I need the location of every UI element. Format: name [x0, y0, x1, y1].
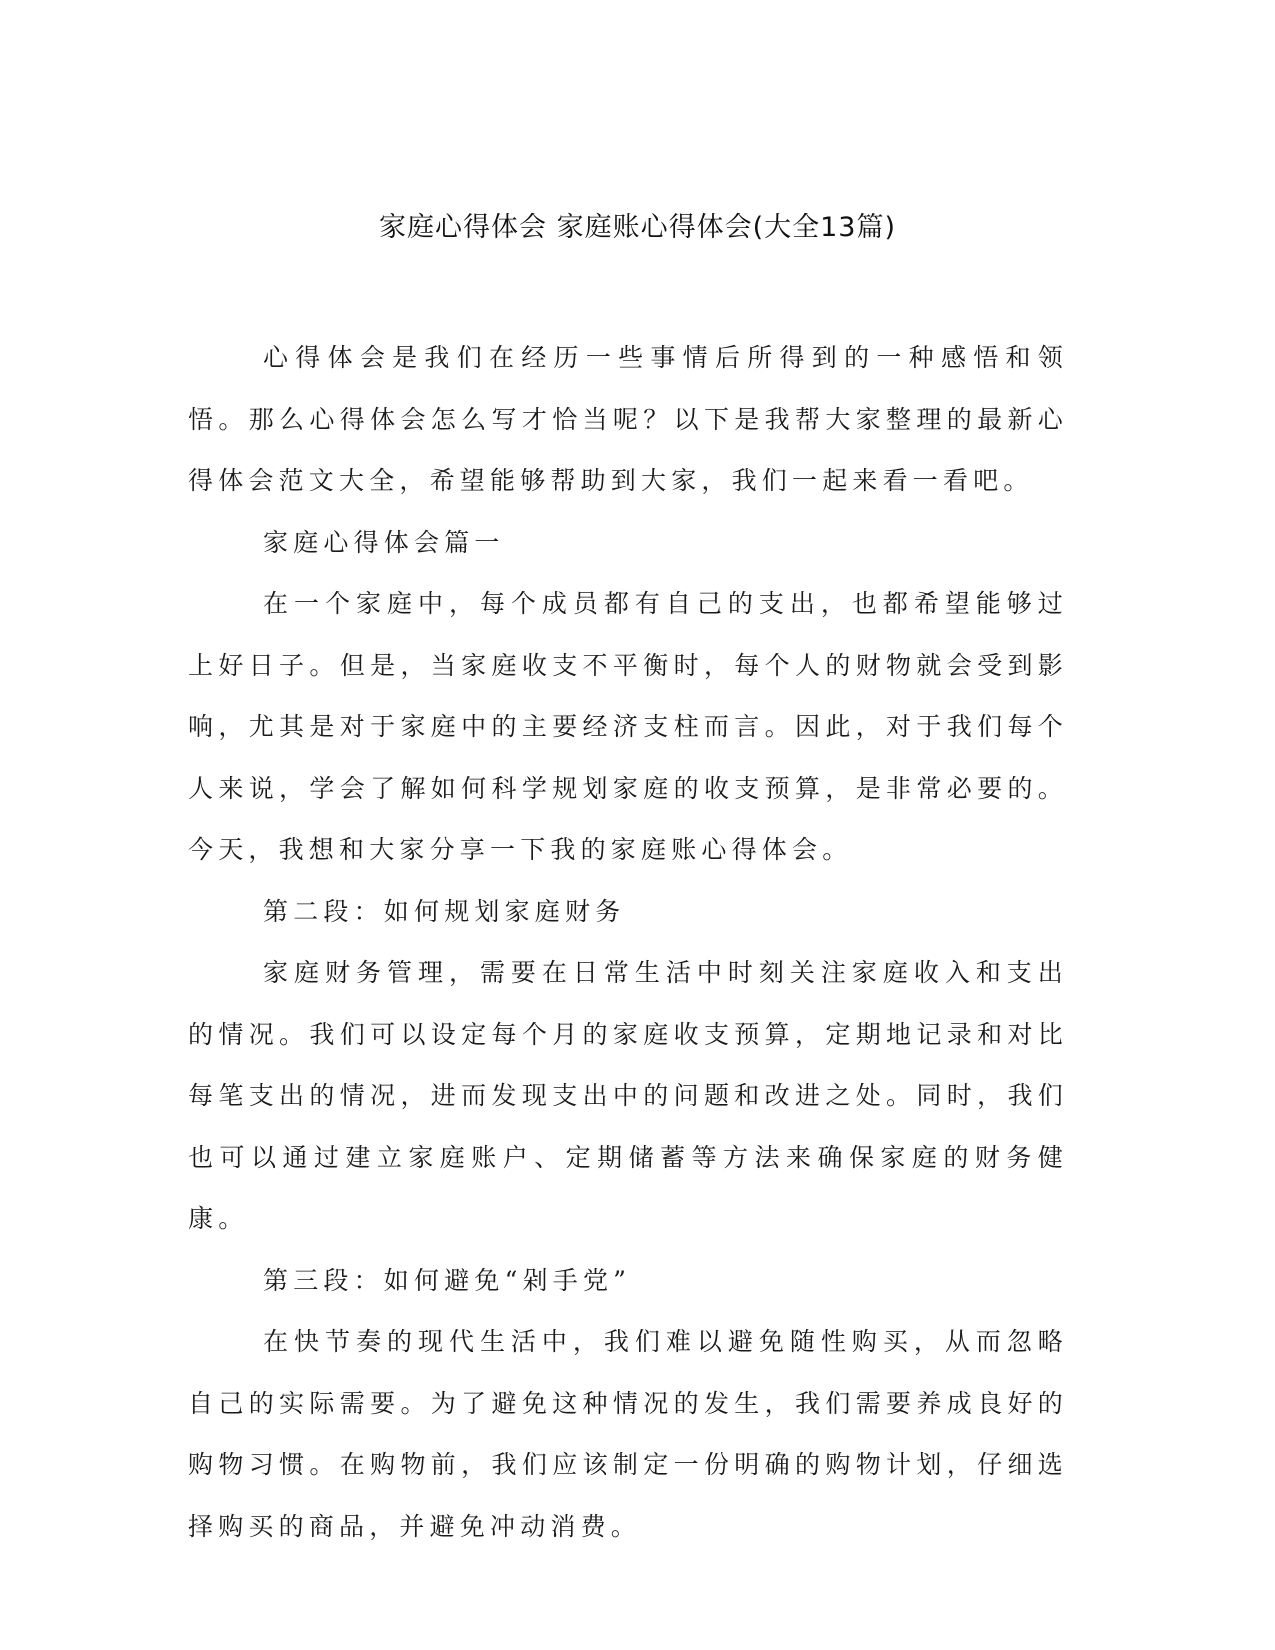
body-paragraph: 家庭财务管理，需要在日常生活中时刻关注家庭收入和支出的情况。我们可以设定每个月的家庭收支预算，定期地记录和对比每笔支出的情况，进而发现支出中的问题和改进之处。同时，我们也可以通过建立家庭账户、定期储蓄等方法来确保家庭的财务健康。	[188, 958, 1068, 1233]
intro-paragraph: 心得体会是我们在经历一些事情后所得到的一种感悟和领悟。那么心得体会怎么写才恰当呢？以下是我帮大家整理的最新心得体会范文大全，希望能够帮助到大家，我们一起来看一看吧。	[188, 343, 1068, 495]
document-title: 家庭心得体会 家庭账心得体会(大全13篇)	[378, 212, 896, 243]
section-heading-third: 第三段：如何避免“剁手党”	[263, 1265, 632, 1295]
section-heading-part-one: 家庭心得体会篇一	[263, 527, 505, 557]
body-paragraph: 在一个家庭中，每个成员都有自己的支出，也都希望能够过上好日子。但是，当家庭收支不平衡时，每个人的财物就会受到影响，尤其是对于家庭中的主要经济支柱而言。因此，对于我们每个人来说，学会了解如何科学规划家庭的收支预算，是非常必要的。今天，我想和大家分享一下我的家庭账心得体会。	[188, 589, 1068, 864]
body-paragraph: 在快节奏的现代生活中，我们难以避免随性购买，从而忽略自己的实际需要。为了避免这种情况的发生，我们需要养成良好的购物习惯。在购物前，我们应该制定一份明确的购物计划，仔细选择购买的商品，并避免冲动消费。	[188, 1327, 1068, 1541]
document-body	[188, 327, 1068, 1557]
section-heading-second: 第二段：如何规划家庭财务	[263, 896, 626, 926]
